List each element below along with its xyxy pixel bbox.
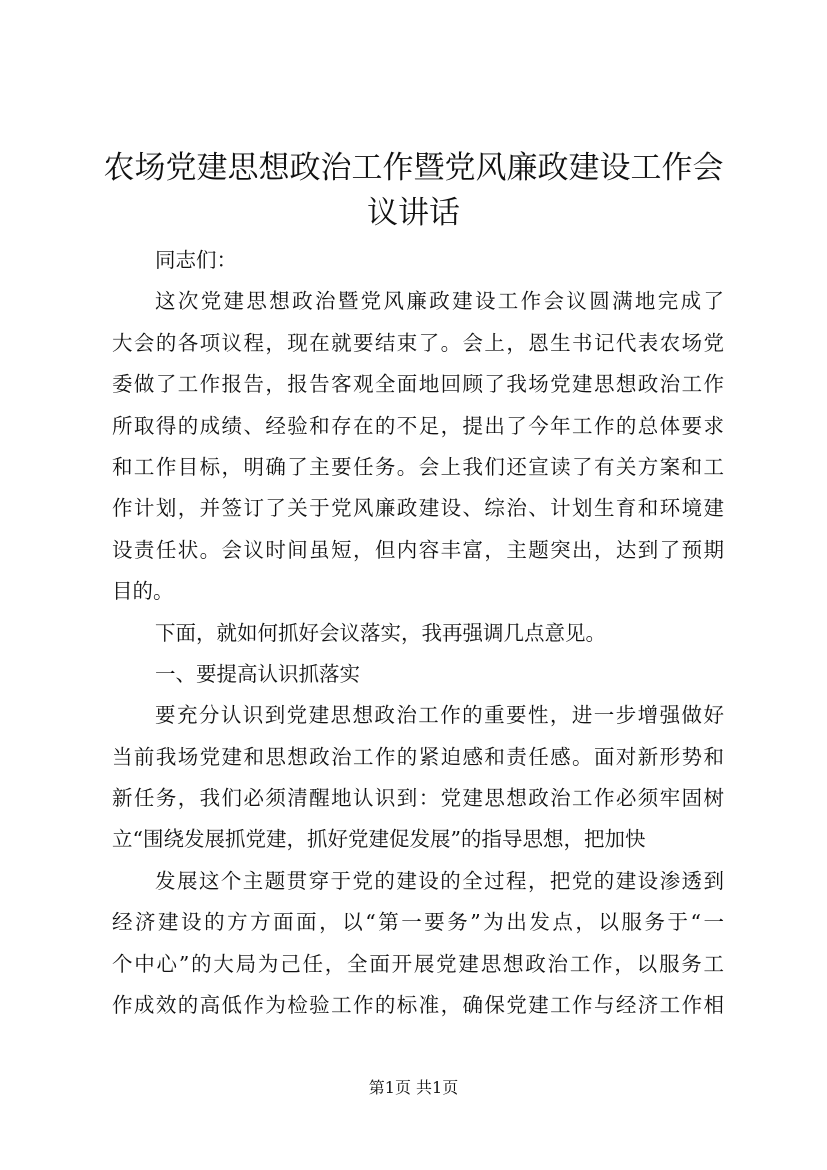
body-text-line: 和工作目标，明确了主要任务。会上我们还宣读了有关方案和工 [112,454,724,479]
page-footer: 第1页 共1页 [368,1078,459,1097]
body-text-line: 这次党建思想政治暨党风廉政建设工作会议圆满地完成了 [155,289,724,314]
document-body [112,240,724,1026]
body-text-line: 一、要提高认识抓落实 [155,661,360,686]
document-title-line-2: 议讲话 [367,195,460,231]
document-title [100,146,727,236]
body-text-line: 新任务，我们必须清醒地认识到：党建思想政治工作必须牢固树 [112,786,724,811]
body-text-line: 当前我场党建和思想政治工作的紧迫感和责任感。面对新形势和 [112,744,724,769]
body-text-line: 设责任状。会议时间虽短，但内容丰富，主题突出，达到了预期 [112,537,724,562]
body-text-line: 委做了工作报告，报告客观全面地回顾了我场党建思想政治工作 [112,372,724,397]
body-text-line: 所取得的成绩、经验和存在的不足，提出了今年工作的总体要求 [112,413,724,438]
body-text-line: 立“围绕发展抓党建，抓好党建促发展”的指导思想，把加快 [112,827,646,852]
body-text-line: 大会的各项议程，现在就要结束了。会上，恩生书记代表农场党 [112,330,724,355]
body-text-line: 下面，就如何抓好会议落实，我再强调几点意见。 [155,620,606,645]
body-text-line: 同志们： [155,248,237,272]
body-text-line: 要充分认识到党建思想政治工作的重要性，进一步增强做好 [155,703,724,728]
document-title-line-1: 农场党建思想政治工作暨党风廉政建设工作会 [103,150,724,186]
body-text-line: 目的。 [112,579,174,604]
body-text-line: 个中心”的大局为己任，全面开展党建思想政治工作，以服务工 [112,951,724,976]
body-text-line: 作计划，并签订了关于党风廉政建设、综治、计划生育和环境建 [112,496,724,521]
body-text-line: 经济建设的方方面面，以“第一要务”为出发点，以服务于“一 [112,910,724,935]
body-text-line: 作成效的高低作为检验工作的标准，确保党建工作与经济工作相 [112,993,724,1018]
body-text-line: 发展这个主题贯穿于党的建设的全过程，把党的建设渗透到 [155,868,724,893]
